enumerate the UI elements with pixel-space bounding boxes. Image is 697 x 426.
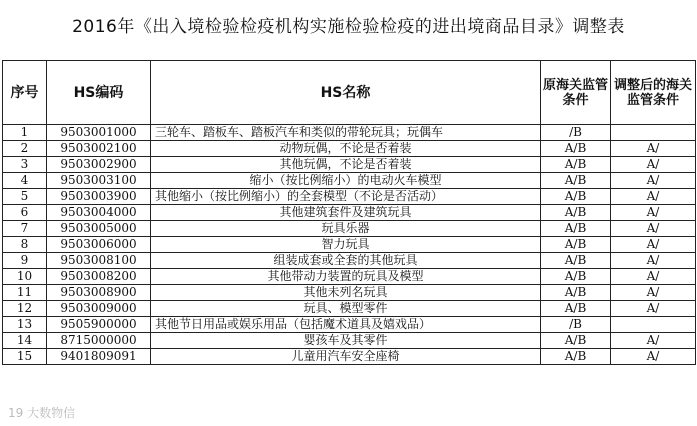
cell-seq: 2 [3,141,47,157]
cell-adjusted-condition: A/ [611,221,696,237]
cell-adjusted-condition: A/ [611,173,696,189]
header-adjusted-condition: 调整后的海关监管条件 [611,61,696,125]
table-row [3,253,696,269]
cell-adjusted-condition: A/ [611,157,696,173]
cell-original-condition: /B [541,125,611,141]
cell-hs-name: 三轮车、踏板车、踏板汽车和类似的带轮玩具；玩偶车 [151,125,541,141]
cell-hs-code: 9503003100 [47,173,151,189]
cell-adjusted-condition: A/ [611,349,696,365]
cell-original-condition: A/B [541,253,611,269]
table-row [3,317,696,333]
cell-seq: 15 [3,349,47,365]
cell-original-condition: A/B [541,349,611,365]
cell-original-condition: A/B [541,189,611,205]
cell-hs-code: 9503006000 [47,237,151,253]
cell-original-condition: A/B [541,157,611,173]
cell-hs-name: 儿童用汽车安全座椅 [151,349,541,365]
cell-original-condition: A/B [541,301,611,317]
cell-hs-code: 9503008200 [47,269,151,285]
cell-adjusted-condition [611,317,696,333]
cell-seq: 6 [3,205,47,221]
cell-hs-code: 9503009000 [47,301,151,317]
cell-hs-code: 9503001000 [47,125,151,141]
cell-hs-name: 其他带动力装置的玩具及模型 [151,269,541,285]
cell-hs-code: 9401809091 [47,349,151,365]
table-row [3,157,696,173]
cell-original-condition: A/B [541,237,611,253]
cell-seq: 10 [3,269,47,285]
cell-adjusted-condition: A/ [611,269,696,285]
table-body [3,125,696,365]
table-row [3,125,696,141]
cell-adjusted-condition: A/ [611,253,696,269]
cell-hs-name: 玩具乐器 [151,221,541,237]
table-row [3,237,696,253]
header-hs-code: HS编码 [47,61,151,125]
cell-hs-name: 婴孩车及其零件 [151,333,541,349]
cell-adjusted-condition: A/ [611,285,696,301]
table-row [3,205,696,221]
cell-hs-name: 组装成套或全套的其他玩具 [151,253,541,269]
cell-seq: 3 [3,157,47,173]
cell-seq: 7 [3,221,47,237]
cell-hs-name: 其他未列名玩具 [151,285,541,301]
cell-hs-name: 动物玩偶，不论是否着装 [151,141,541,157]
header-original-condition: 原海关监管条件 [541,61,611,125]
table-row [3,269,696,285]
cell-seq: 9 [3,253,47,269]
cell-seq: 13 [3,317,47,333]
document-title: 2016年《出入境检验检疫机构实施检验检疫的进出境商品目录》调整表 [72,17,625,37]
table-row [3,173,696,189]
cell-original-condition: A/B [541,173,611,189]
cell-hs-name: 其他玩偶，不论是否着装 [151,157,541,173]
header-hs-name: HS名称 [151,61,541,125]
cell-seq: 14 [3,333,47,349]
cell-hs-name: 其他建筑套件及建筑玩具 [151,205,541,221]
cell-seq: 5 [3,189,47,205]
cell-seq: 12 [3,301,47,317]
cell-adjusted-condition: A/ [611,141,696,157]
cell-adjusted-condition: A/ [611,333,696,349]
table-row [3,301,696,317]
cell-hs-code: 9503002900 [47,157,151,173]
cell-adjusted-condition: A/ [611,301,696,317]
cell-original-condition: A/B [541,269,611,285]
cell-original-condition: A/B [541,141,611,157]
cell-hs-code: 9503004000 [47,205,151,221]
cell-hs-code: 9503008900 [47,285,151,301]
cell-hs-name: 玩具、模型零件 [151,301,541,317]
cell-hs-code: 9503002100 [47,141,151,157]
table-row [3,141,696,157]
cell-adjusted-condition: A/ [611,189,696,205]
header-seq: 序号 [3,61,47,125]
cell-original-condition: A/B [541,221,611,237]
table-row [3,333,696,349]
cell-hs-name: 其他节日用品或娱乐用品（包括魔术道具及嬉戏品） [151,317,541,333]
cell-original-condition: /B [541,317,611,333]
cell-adjusted-condition: A/ [611,205,696,221]
cell-original-condition: A/B [541,285,611,301]
cell-hs-code: 9503005000 [47,221,151,237]
cell-hs-name: 缩小（按比例缩小）的电动火车模型 [151,173,541,189]
cell-seq: 1 [3,125,47,141]
table-row [3,349,696,365]
cell-hs-code: 8715000000 [47,333,151,349]
table-header-row [3,61,696,125]
cell-seq: 11 [3,285,47,301]
cell-original-condition: A/B [541,205,611,221]
table-row [3,221,696,237]
adjustment-table [2,60,696,365]
table-row [3,189,696,205]
cell-original-condition: A/B [541,333,611,349]
cell-hs-name: 智力玩具 [151,237,541,253]
cell-seq: 4 [3,173,47,189]
cell-hs-name: 其他缩小（按比例缩小）的全套模型（不论是否活动） [151,189,541,205]
table-row [3,285,696,301]
cell-hs-code: 9503008100 [47,253,151,269]
cell-seq: 8 [3,237,47,253]
cell-adjusted-condition [611,125,696,141]
cell-hs-code: 9503003900 [47,189,151,205]
cell-hs-code: 9505900000 [47,317,151,333]
watermark: 19 大数物信 [8,406,76,420]
cell-adjusted-condition: A/ [611,237,696,253]
